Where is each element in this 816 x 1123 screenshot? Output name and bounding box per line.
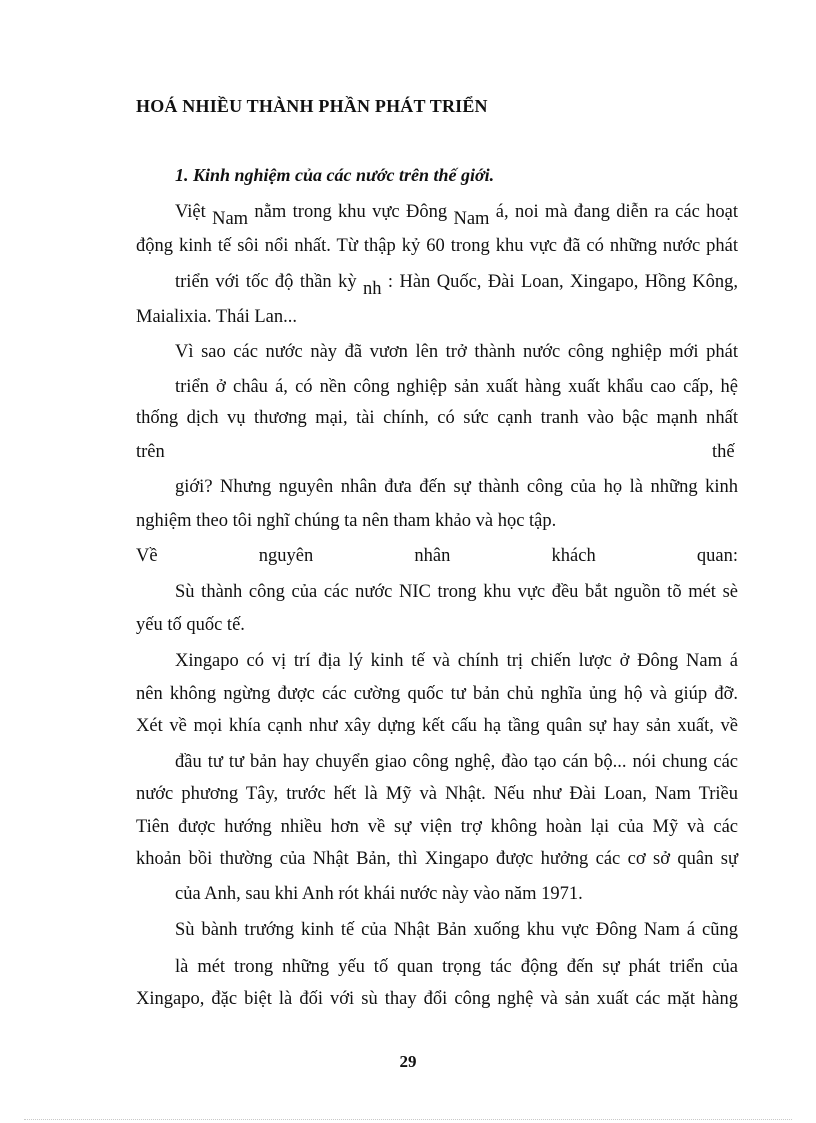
paragraph-line: Tiên được hướng nhiều hơn về sự viện trợ không hoàn lại của Mỹ và các [136, 817, 738, 837]
paragraph-line: khoản bồi thường của Nhật Bản, thì Xingapo được hưởng các cơ sở quân sự [136, 849, 738, 869]
paragraph-line: của Anh, sau khi Anh rót khái nước này vào năm 1971. [175, 884, 583, 904]
paragraph-line: Xingapo có vị trí địa lý kinh tế và chính trị chiến lược ở Đông Nam á [175, 651, 738, 671]
paragraph-line: triển ở châu á, có nền công nghiệp sản xuất hàng xuất khẩu cao cấp, hệ [175, 377, 738, 397]
paragraph-line: nghiệm theo tôi nghĩ chúng ta nên tham khảo và học tập. [136, 511, 557, 531]
page-bottom-divider [24, 1119, 792, 1120]
paragraph-line: nước phương Tây, trước hết là Mỹ và Nhật. Nếu như Đài Loan, Nam Triều [136, 784, 738, 804]
paragraph-line: Về nguyên nhân khách quan: [136, 546, 738, 566]
paragraph-line: triển với tốc độ thần kỳ nh : Hàn Quốc, Đài Loan, Xingapo, Hồng Kông, [175, 272, 739, 299]
page-number: 29 [399, 1052, 417, 1071]
paragraph-word: thế [712, 442, 735, 462]
paragraph-line: đầu tư tư bản hay chuyển giao công nghệ, đào tạo cán bộ... nói chung các [175, 752, 738, 772]
paragraph-line: Sù bành trướng kinh tế của Nhật Bản xuống khu vực Đông Nam á cũng [175, 920, 738, 940]
paragraph-line: nên không ngừng được các cường quốc tư bản chủ nghĩa ủng hộ và giúp đỡ. [136, 684, 738, 704]
paragraph-line: Maialixia. Thái Lan... [136, 307, 297, 327]
paragraph-line: là mét trong những yếu tố quan trọng tác động đến sự phát triển của [175, 957, 738, 977]
paragraph-line: Việt Nam nằm trong khu vực Đông Nam á, noi mà đang diễn ra các hoạt [175, 202, 739, 229]
paragraph-line: yếu tố quốc tế. [136, 615, 245, 635]
paragraph-line: Xingapo, đặc biệt là đối với sù thay đổi công nghệ và sản xuất các mặt hàng [136, 989, 738, 1009]
paragraph-line: Vì sao các nước này đã vươn lên trở thành nước công nghiệp mới phát [175, 342, 738, 362]
paragraph-line: Xét về mọi khía cạnh như xây dựng kết cấu hạ tầng quân sự hay sản xuất, về [136, 716, 738, 736]
paragraph-line: thống dịch vụ thương mại, tài chính, có sức cạnh tranh vào bậc mạnh nhất [136, 408, 738, 428]
section-heading: HOÁ NHIỀU THÀNH PHẦN PHÁT TRIỂN [136, 96, 488, 116]
paragraph-line: Sù thành công của các nước NIC trong khu vực đều bắt nguồn tõ mét sè [175, 582, 738, 602]
subsection-heading: 1. Kinh nghiệm của các nước trên thế giới. [175, 165, 495, 185]
paragraph-line: động kinh tế sôi nổi nhất. Từ thập kỷ 60 trong khu vực đã có những nước phát [136, 236, 738, 256]
paragraph-word: trên [136, 442, 165, 462]
paragraph-line: giới? Nhưng nguyên nhân đưa đến sự thành công của họ là những kinh [175, 477, 738, 497]
